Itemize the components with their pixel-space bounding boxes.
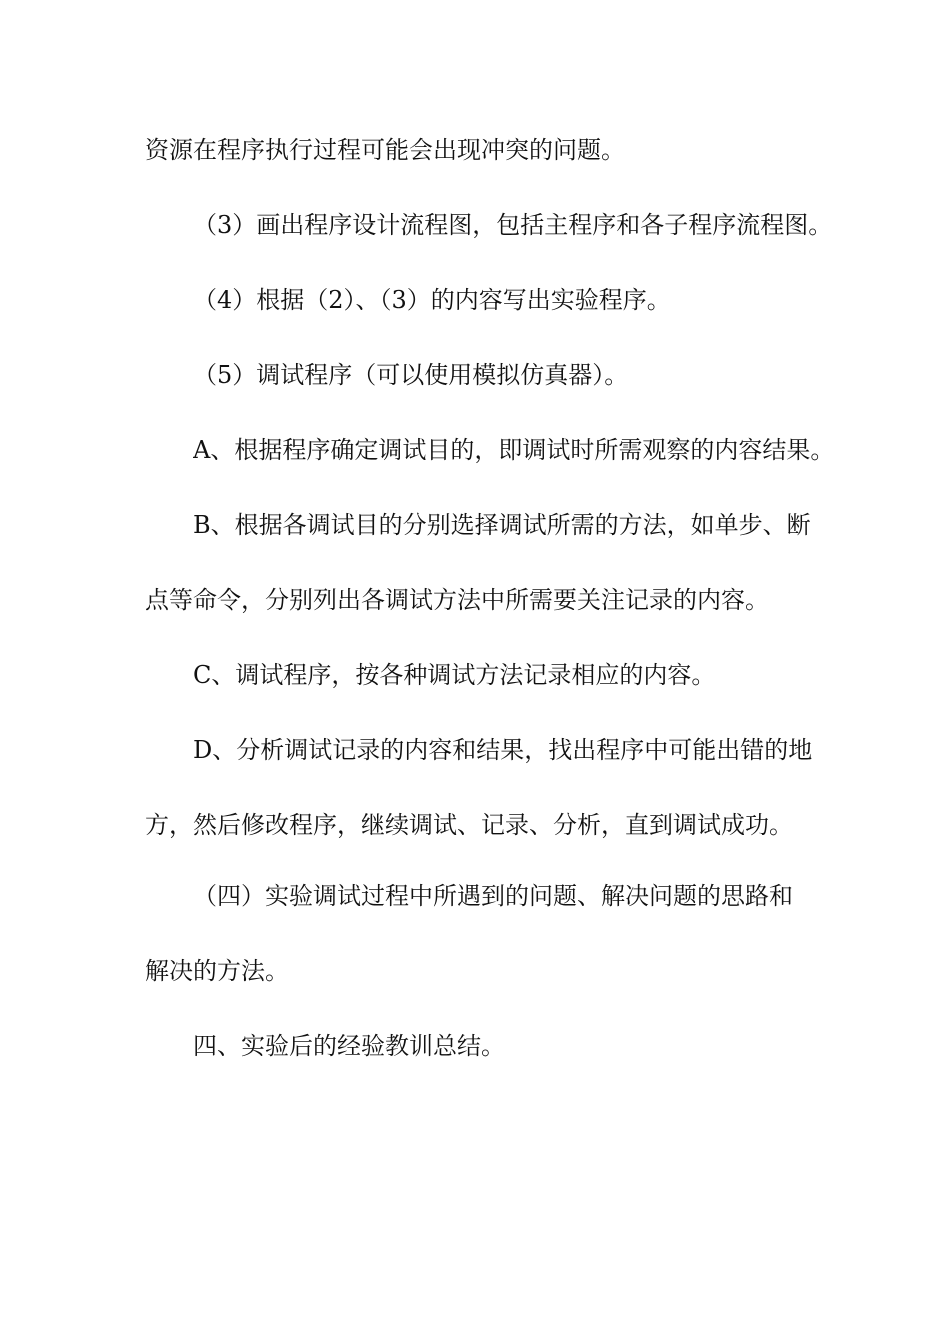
text-line-10: 方，然后修改程序，继续调试、记录、分析，直到调试成功。 [145, 811, 793, 839]
text-line-6: B、根据各调试目的分别选择调试所需的方法，如单步、断 [193, 511, 811, 539]
text-line-1: 资源在程序执行过程可能会出现冲突的问题。 [145, 136, 625, 164]
text-line-2: （3）画出程序设计流程图，包括主程序和各子程序流程图。 [193, 211, 833, 239]
text-line-12: 解决的方法。 [145, 957, 289, 985]
text-line-4: （5）调试程序（可以使用模拟仿真器）。 [193, 361, 629, 389]
text-line-3: （4）根据（2）、（3）的内容写出实验程序。 [193, 286, 671, 314]
text-line-5: A、根据程序确定调试目的，即调试时所需观察的内容结果。 [193, 436, 835, 464]
text-line-8: C、调试程序，按各种调试方法记录相应的内容。 [193, 661, 716, 689]
text-line-7: 点等命令，分别列出各调试方法中所需要关注记录的内容。 [145, 586, 769, 614]
text-line-11: （四）实验调试过程中所遇到的问题、解决问题的思路和 [193, 882, 793, 910]
text-line-13: 四、实验后的经验教训总结。 [193, 1032, 505, 1060]
text-line-9: D、分析调试记录的内容和结果，找出程序中可能出错的地 [193, 736, 813, 764]
